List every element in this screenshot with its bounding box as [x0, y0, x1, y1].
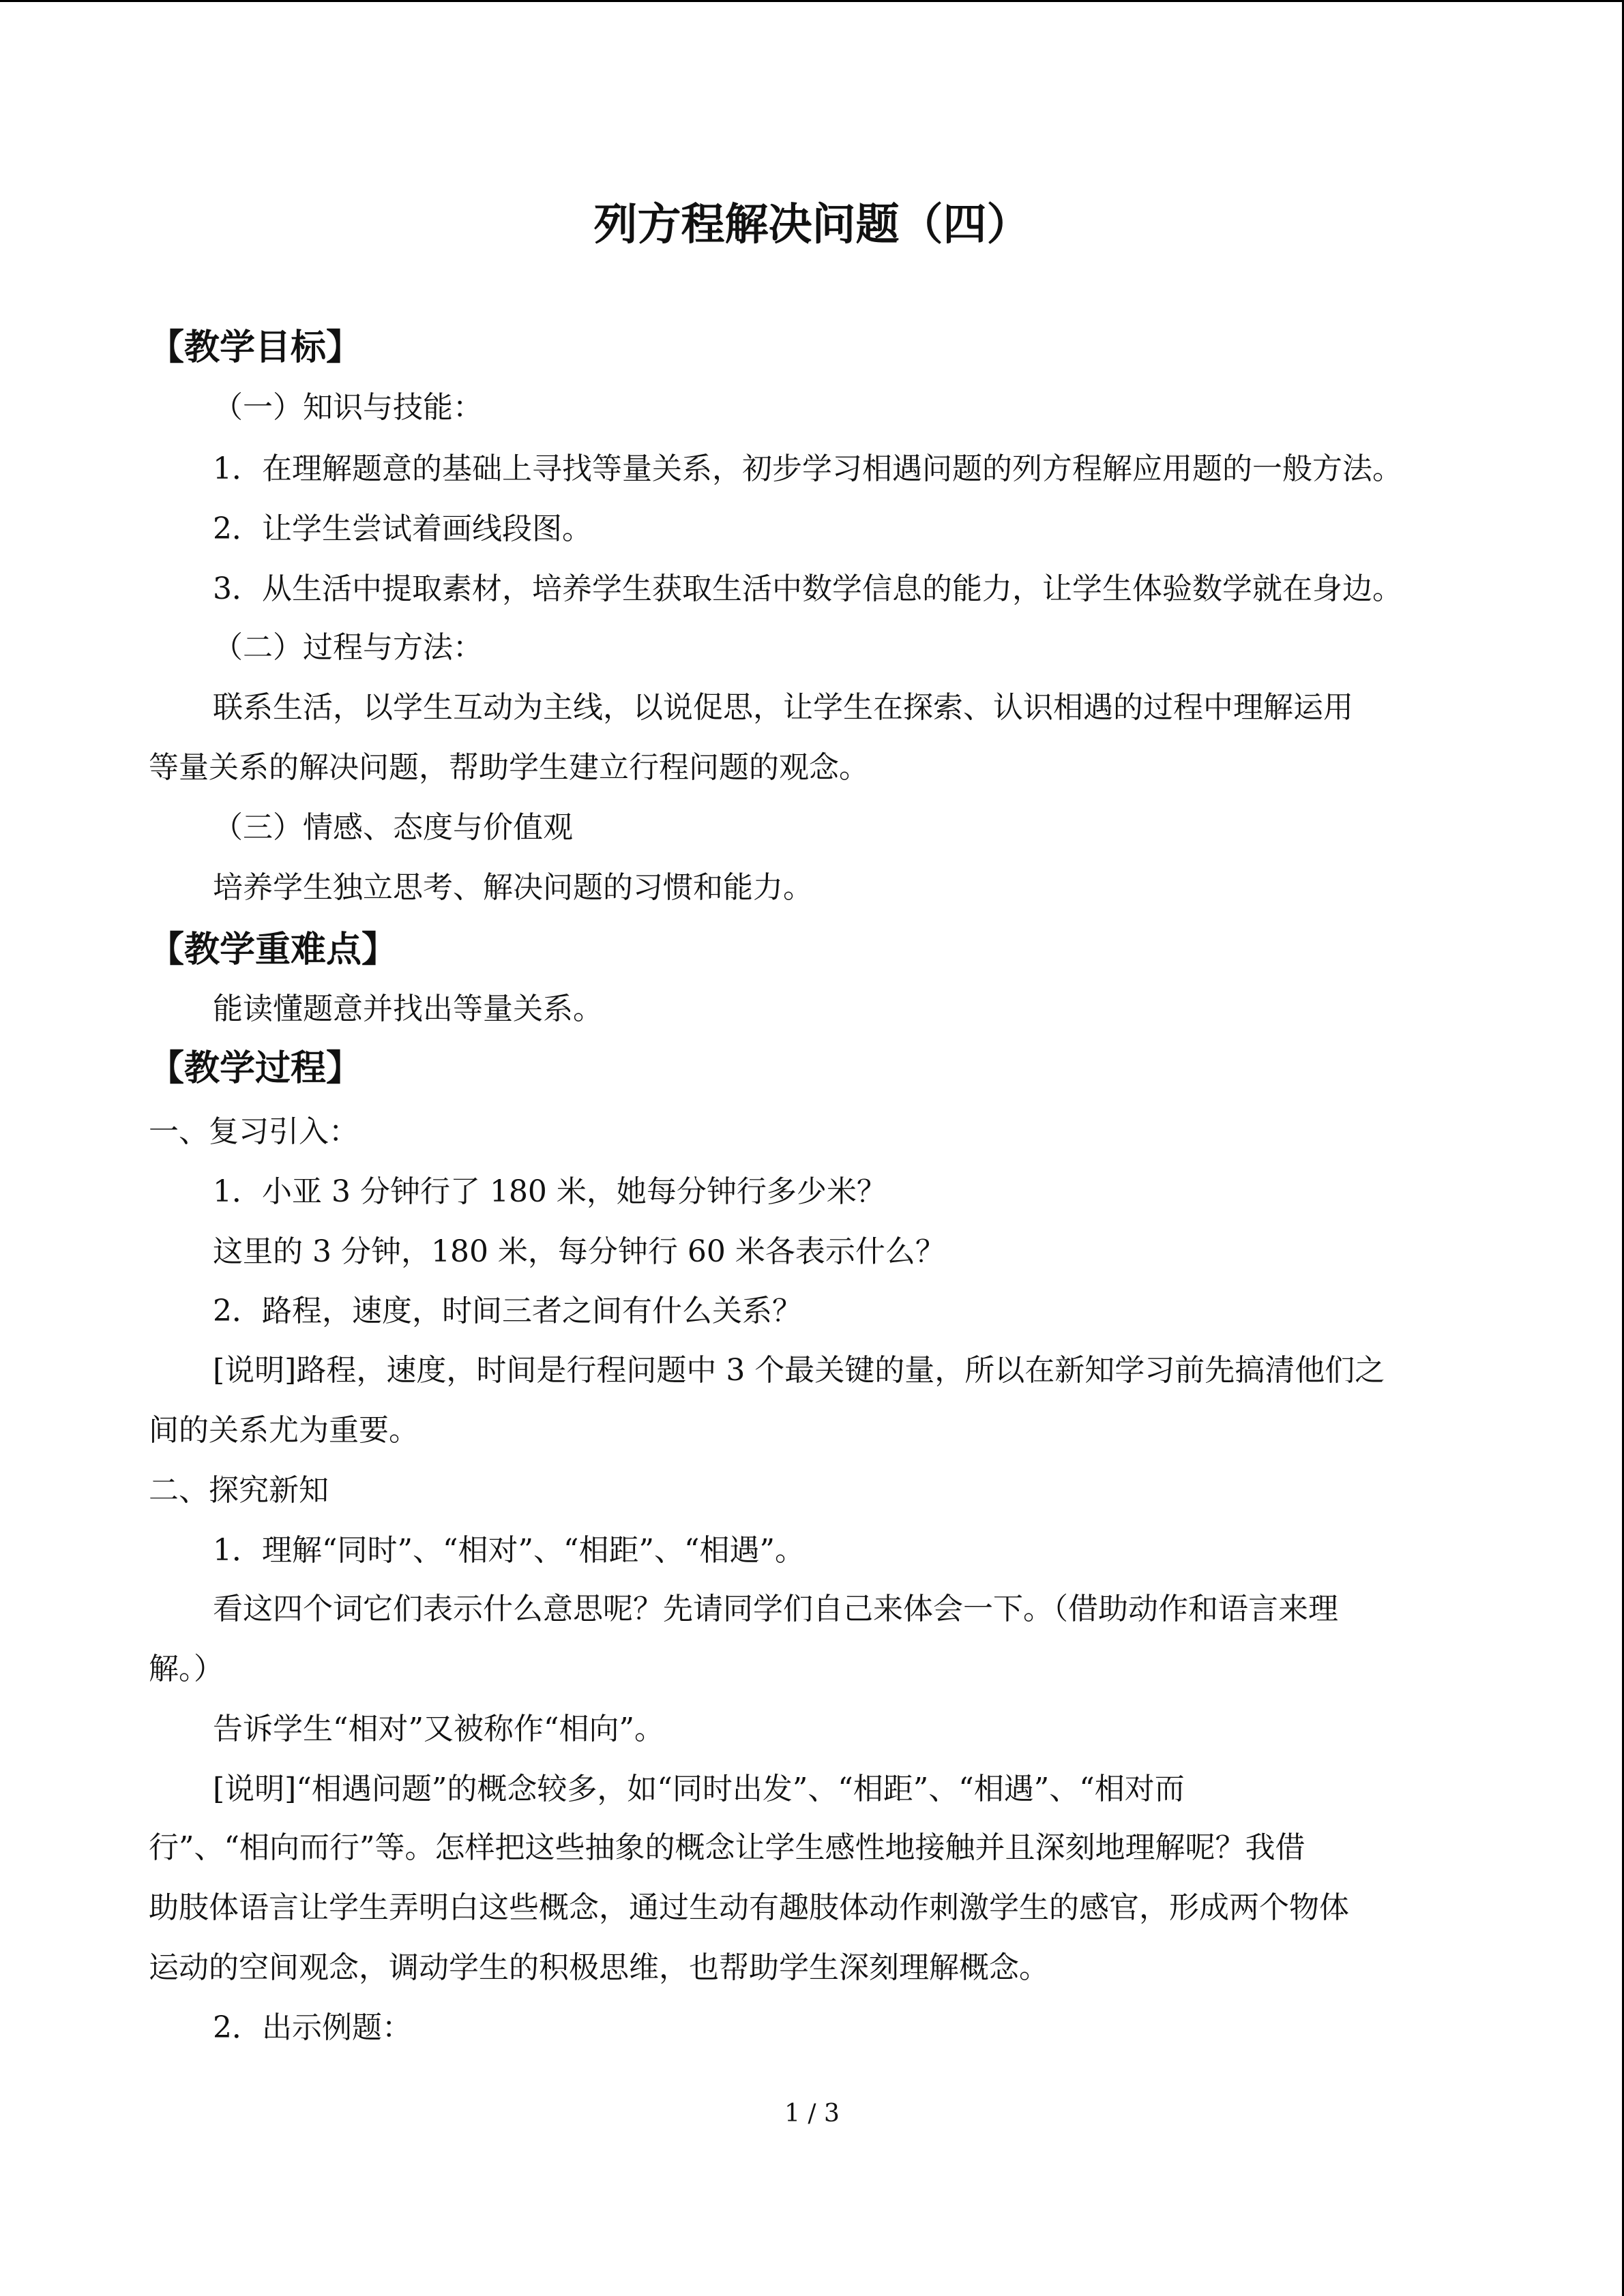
- paragraph-line: 看这四个词它们表示什么意思呢？先请同学们自己来体会一下。（借助动作和语言来理: [213, 1592, 1338, 1626]
- paragraph-line: 这里的 3 分钟，180 米，每分钟行 60 米各表示什么？: [213, 1234, 945, 1269]
- paragraph-line: （三）情感、态度与价值观: [213, 810, 573, 845]
- paragraph-line: （二）过程与方法：: [213, 630, 483, 665]
- paragraph-line: 能读懂题意并找出等量关系。: [213, 992, 603, 1026]
- paragraph-line: 一、复习引入：: [149, 1114, 359, 1149]
- paragraph-line: 联系生活，以学生互动为主线，以说促思，让学生在探索、认识相遇的过程中理解运用: [213, 690, 1353, 725]
- paragraph-line: [说明]路程，速度，时间是行程问题中 3 个最关键的量，所以在新知学习前先搞清他们之: [213, 1353, 1385, 1388]
- paragraph-line: 二、探究新知: [149, 1473, 329, 1508]
- paragraph-line: 助肢体语言让学生弄明白这些概念，通过生动有趣肢体动作刺激学生的感官，形成两个物体: [149, 1890, 1349, 1925]
- paragraph-line: 行”、“相向而行”等。怎样把这些抽象的概念让学生感性地接触并且深刻地理解呢？我借: [149, 1830, 1305, 1865]
- paragraph-line: 运动的空间观念，调动学生的积极思维，也帮助学生深刻理解概念。: [149, 1950, 1049, 1985]
- section-heading-process: 【教学过程】: [149, 1047, 362, 1089]
- paragraph-line: 培养学生独立思考、解决问题的习惯和能力。: [213, 870, 813, 905]
- paragraph-line: 解。）: [149, 1652, 224, 1686]
- paragraph-line: （一）知识与技能：: [213, 390, 483, 425]
- paragraph-line: 等量关系的解决问题，帮助学生建立行程问题的观念。: [149, 750, 869, 785]
- paragraph-line: 2．路程，速度，时间三者之间有什么关系？: [213, 1294, 802, 1328]
- paragraph-line: 2．让学生尝试着画线段图。: [213, 511, 592, 546]
- paragraph-line: 1．小亚 3 分钟行了 180 米，她每分钟行多少米？: [213, 1174, 887, 1209]
- paragraph-line: 1．在理解题意的基础上寻找等量关系，初步学习相遇问题的列方程解应用题的一般方法。: [213, 451, 1402, 486]
- paragraph-line: 3．从生活中提取素材，培养学生获取生活中数学信息的能力，让学生体验数学就在身边。: [213, 571, 1402, 606]
- section-heading-key-points: 【教学重难点】: [149, 929, 398, 970]
- paragraph-line: [说明]“相遇问题”的概念较多，如“同时出发”、“相距”、“相遇”、“相对而: [213, 1772, 1185, 1806]
- page-number: 1 / 3: [784, 2100, 840, 2128]
- page-title: 列方程解决问题（四）: [593, 199, 1031, 250]
- section-heading-objectives: 【教学目标】: [149, 327, 362, 368]
- paragraph-line: 1．理解“同时”、“相对”、“相距”、“相遇”。: [213, 1533, 805, 1568]
- paragraph-line: 间的关系尤为重要。: [149, 1413, 419, 1448]
- paragraph-line: 告诉学生“相对”又被称作“相向”。: [213, 1712, 664, 1746]
- paragraph-line: 2．出示例题：: [213, 2010, 412, 2045]
